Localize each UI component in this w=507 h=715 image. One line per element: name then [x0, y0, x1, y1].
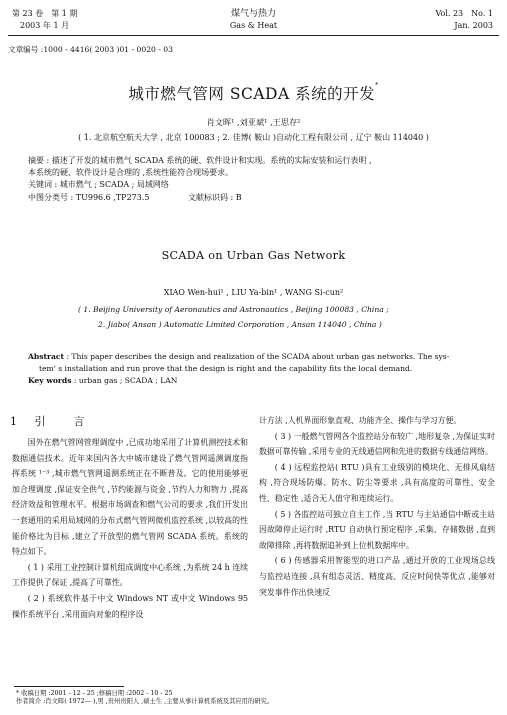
keywords-en-label: Key words [28, 376, 72, 385]
paragraph: ( 3 ) 一般燃气管网各个监控站分布较广 ,地形复杂 ,为保证实时数据可靠传输 ,采用专业的无线通信网和先进的数据专线通信网络。 [259, 431, 495, 457]
paragraph: 计方法 ,人机界面形象直观、功能齐全、操作与学习方便。 [259, 416, 462, 425]
title-en: SCADA on Urban Gas Network [161, 249, 346, 262]
header-rule [8, 35, 499, 36]
section-title: 引 言 [34, 415, 87, 428]
affiliation-en-1: ( 1. Beijing University of Aeronautics and Astronautics , Beijing 100083 , China ; [78, 305, 389, 314]
authors-en: XIAO Wen-hui¹ , LIU Ya-bin¹ , WANG Si-cun² [163, 288, 344, 297]
header-volume-issue: 第 23 卷 第 1 期 [12, 9, 78, 18]
footnote-author-bio: 作者简介 :肖文晖( 1972— ),男 ,贵州贵阳人 ,硕士生 ,主要从事计算机系统及其应用的研究。 [16, 698, 274, 705]
title-footnote-mark: * [375, 82, 379, 89]
left-column [12, 435, 248, 622]
classification-row [28, 192, 488, 204]
affiliation-en-2: 2. Jiabo( Ansan ) Automatic Limited Corporation , Ansan 114040 , China ) [98, 320, 382, 329]
paragraph: 国外在燃气管网管理调度中 ,已成功地采用了计算机测控技术和数据通信技术。近年来国内各大中城市建设了燃气管网遥测调度指挥系统 ¹⁻³ ,城市燃气管网遥测系统正在不断普及。它的使用能够更加合理调度 ,保证安全供气 ,节约能源与资金 ,节约人力和物力 ,提高经济效益和管理水平。根据市场调查和燃气公司的要求 ,我们开发出一套通用的采用局域网的分布式燃气管网微机监控系统 ,以较高的性能价格比为目标 ,建立了开放型的燃气管网 SCADA 系统。系统的特点如下。 [12, 438, 248, 557]
header-right [435, 8, 493, 32]
abstract-en-text1: : This paper describes the design and realization of the SCADA about urban gas networks. The sys- [64, 352, 450, 361]
affiliation-cn: ( 1. 北京航空航天大学 , 北京 100083 ; 2. 佳博( 鞍山 )自动化工程有限公司 , 辽宁 鞍山 114040 ) [78, 133, 429, 142]
keywords-en [28, 375, 486, 387]
clc-number: 中图分类号 : TU996.6 ,TP273.5 [28, 192, 150, 202]
header-date: 2003 年 1 月 [20, 21, 70, 30]
header-center [0, 8, 507, 32]
abstract-en-label: Abstract [28, 352, 65, 361]
section-heading [10, 413, 87, 429]
abstract-cn-line1: 摘要 : 描述了开发的城市燃气 SCADA 系统的硬、软件设计和实现。系统的实际安装和运行表明 , [28, 156, 372, 165]
abstract-en-line2: tem' s installation and run prove that the design is right and the capability fits the local demand. [39, 364, 413, 373]
title-cn [0, 82, 507, 104]
paragraph: ( 1 ) 采用工业控制计算机组成调度中心系统 ,为系统 24 h 连续工作提供了保证 ,提高了可靠性。 [12, 562, 248, 588]
keywords-en-text: : urban gas ; SCADA ; LAN [71, 376, 178, 385]
section-number: 1 [10, 415, 17, 428]
paragraph: ( 6 ) 传感器采用智能型的进口产品 ,通过开放的工业现场总线与监控站连接 ,具有组态灵活、精度高、反应时间快等优点 ,能够对突发事件作出快速反 [259, 556, 495, 597]
abstract-en-line1 [28, 351, 486, 363]
article-number: 文章编号 :1000 - 4416( 2003 )01 - 0020 - 03 [8, 45, 173, 54]
title-cn-text: 城市燃气管网 SCADA 系统的开发 [128, 85, 376, 103]
keywords-cn: 关键词 : 城市燃气 ; SCADA ; 局域网络 [28, 180, 169, 190]
paragraph: ( 2 ) 系统软件基于中文 Windows NT 或中文 Windows 95 操作系统平台 ,采用面向对象的程序设 [12, 593, 248, 619]
footnote-rule [14, 686, 124, 687]
right-column [259, 413, 495, 600]
header-journal-en: Gas & Heat [229, 21, 278, 30]
header-journal-cn: 煤气与热力 [230, 9, 276, 19]
abstract-en [28, 351, 486, 387]
abstract-cn-line2: 本系统的硬、软件设计是合理的 ,系统性能符合现场要求。 [28, 168, 234, 178]
header-month: Jan. 2003 [454, 21, 493, 30]
document-code: 文献标识码 : B [188, 192, 242, 202]
abstract-cn [28, 155, 488, 204]
paragraph: ( 4 ) 远程监控站( RTU )具有工业级别的模块化、无排风扇结构 ,符合现场防爆、防水、防尘等要求 ,具有高度的可靠性、安全性、稳定性 ,适合无人值守和连续运行。 [259, 462, 495, 503]
header-vol-no: Vol. 23 No. 1 [435, 9, 493, 18]
footnote-received: * 收稿日期 :2001 - 12 - 25 ;修稿日期 :2002 - 10 - 25 [16, 690, 173, 697]
paragraph: ( 5 ) 各监控站可独立自主工作 ,当 RTU 与主站通信中断或主站因故障停止运行时 ,RTU 自动执行预定程序 ,采集、存储数据 ,直到故障排除 ,再将数据追补到上位机数据库中。 [259, 509, 495, 550]
authors-cn: 肖文晖¹ ,刘亚斌¹ ,王思存² [206, 117, 301, 127]
